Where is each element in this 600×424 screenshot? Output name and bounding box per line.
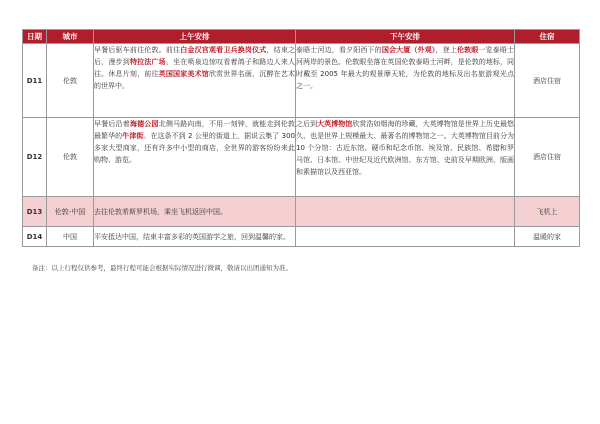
plain-text: 泰晤士河边，看夕阳西下的: [296, 46, 382, 54]
afternoon-cell: [296, 118, 515, 197]
afternoon-cell: [296, 227, 515, 247]
city-cell: 伦敦: [47, 44, 94, 118]
table-header-row: [23, 30, 580, 44]
plain-text: 去往伦敦希斯罗机场，乘坐飞机返回中国。: [94, 207, 227, 216]
highlight-text: 国会大厦（外观）: [381, 46, 436, 54]
table-row: [23, 118, 580, 197]
lodging-cell: 飞机上: [515, 197, 580, 227]
plain-text: 之后到: [296, 120, 318, 128]
highlight-text: 白金汉宫观看卫兵换岗仪式: [180, 46, 267, 54]
table-row: [23, 197, 580, 227]
highlight-text: 伦敦眼: [456, 46, 479, 54]
highlight-text: 牛津街: [122, 132, 144, 140]
plain-text: 早餐后沿着: [94, 120, 130, 128]
city-cell: 中国: [47, 227, 94, 247]
city-cell: 伦敦: [47, 118, 94, 197]
morning-cell: [94, 118, 296, 197]
morning-cell: [94, 44, 296, 118]
highlight-text: 英国国家美术馆: [158, 70, 209, 78]
day-cell: D11: [23, 44, 47, 118]
plain-text: ，结束之后，漫步到: [94, 46, 296, 66]
highlight-text: 海德公园: [129, 120, 159, 128]
header-lodging: 住宿: [515, 30, 580, 44]
plain-text: 欣赏浩如烟海的珍藏，大英博物馆是世界上历史最悠久、也是世界上规模最大、最著名的博物馆之一。大英博物馆目前分为 10 个分馆：古近东馆、硬币和纪念币馆、埃及馆、民族馆、希腊和罗马馆、日本馆、中世纪及近代欧洲馆、东方馆、史前及早期欧洲、版画和素描馆以及西亚馆。: [296, 120, 515, 176]
itinerary-table: [22, 29, 580, 247]
plain-text: 一览泰晤士河两岸的景色。伦敦眼坐落在英国伦敦泰晤士河畔，是伦敦的地标，同时戴至 2005 年最大的观景摩天轮，为伦敦的地标及出名旅游观光点之一。: [296, 46, 515, 90]
afternoon-cell: [296, 197, 515, 227]
plain-text: 平安抵达中国，结束丰富多彩的英国游学之旅，回到温馨的家。: [94, 232, 290, 241]
morning-cell: [94, 197, 296, 227]
day-cell: D14: [23, 227, 47, 247]
table-row: [23, 227, 580, 247]
header-city: 城市: [47, 30, 94, 44]
lodging-cell: 酒店住宿: [515, 118, 580, 197]
lodging-cell: 温暖的家: [515, 227, 580, 247]
footnote: 备注：以上行程仅供参考，最终行程可能会根据实际情况进行微调，敬请以出团通知为准。: [32, 264, 292, 272]
lodging-cell: 酒店住宿: [515, 44, 580, 118]
plain-text: 早餐后驱车前往伦敦。前往: [94, 46, 181, 54]
highlight-text: 特拉法广场: [129, 58, 166, 66]
header-afternoon: 下午安排: [296, 30, 515, 44]
morning-cell: [94, 227, 296, 247]
plain-text: 北侧马路向南，不用一刻钟，就能走到伦敦最繁华的: [94, 120, 296, 140]
plain-text: 。在这条不到 2 公里的街道上，据说云集了 300 多家大型商家，还有许多中小型的商店，全世界的游客纷纷来此购物、游览。: [94, 132, 296, 164]
plain-text: 欣赏世界名画，沉醉在艺术的世界中。: [94, 70, 296, 90]
header-day: 日期: [23, 30, 47, 44]
highlight-text: 大英博物馆: [317, 120, 353, 128]
day-cell: D12: [23, 118, 47, 197]
afternoon-cell: [296, 44, 515, 118]
day-cell: D13: [23, 197, 47, 227]
plain-text: ，坐在喷泉边惊叹看着鸽子和路边人来人往。休息片刻，前往: [94, 58, 296, 78]
table-row: [23, 44, 580, 118]
plain-text: ，登上: [435, 46, 457, 54]
header-morning: 上午安排: [94, 30, 296, 44]
city-cell: 伦敦-中国: [47, 197, 94, 227]
